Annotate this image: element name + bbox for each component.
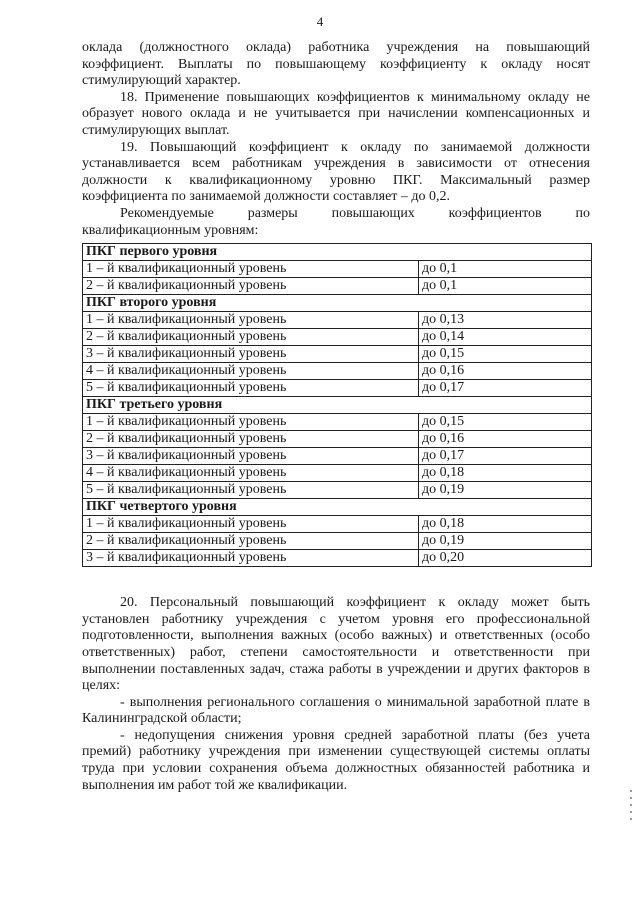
level-cell: 1 – й квалификационный уровень xyxy=(83,261,419,278)
list-item-salary-protection: - недопущения снижения уровня средней заработной платы (без учета премий) работнику учреждения при изменении существующей системы оплаты труда при условии сохранения объема должностных обязанностей работника и выполнения им работ той же квалификации. xyxy=(82,727,590,793)
paragraph-20: 20. Персональный повышающий коэффициент к окладу может быть установлен работнику учреждения с учетом уровня его профессиональной подготовленности, выполнения важных (особо важных) и ответственных (особо ответственных) работ, степени самостоятельности и ответственности при выполнении поставленных задач, стажа работы в учреждении и других факторов в целях: xyxy=(82,595,590,694)
table-row xyxy=(83,431,592,448)
table-row xyxy=(83,516,592,533)
value-cell: до 0,19 xyxy=(419,533,592,550)
value-cell: до 0,17 xyxy=(419,448,592,465)
level-cell: 4 – й квалификационный уровень xyxy=(83,363,419,380)
table-row xyxy=(83,329,592,346)
paragraph-continuation: оклада (должностного оклада) работника учреждения на повышающий коэффициент. Выплаты по повышающему коэффициенту к окладу носят стимулирующий характер. xyxy=(82,40,590,89)
paragraph-18: 18. Применение повышающих коэффициентов к минимальному окладу не образует нового оклада и не учитывается при начислении компенсационных и стимулирующих выплат. xyxy=(82,89,590,138)
value-cell: до 0,16 xyxy=(419,431,592,448)
table-row xyxy=(83,312,592,329)
table-group-header xyxy=(83,244,592,261)
value-cell: до 0,16 xyxy=(419,363,592,380)
level-cell: 5 – й квалификационный уровень xyxy=(83,380,419,397)
table-row xyxy=(83,380,592,397)
value-cell: до 0,14 xyxy=(419,329,592,346)
value-cell: до 0,18 xyxy=(419,465,592,482)
level-cell: 2 – й квалификационный уровень xyxy=(83,278,419,295)
table-row xyxy=(83,261,592,278)
value-cell: до 0,19 xyxy=(419,482,592,499)
table-group-header xyxy=(83,397,592,414)
level-cell: 2 – й квалификационный уровень xyxy=(83,431,419,448)
page-number: 4 xyxy=(316,14,324,29)
table-row xyxy=(83,465,592,482)
table-row xyxy=(83,482,592,499)
coefficient-table xyxy=(82,243,592,567)
group-title: ПКГ первого уровня xyxy=(83,244,592,261)
level-cell: 3 – й квалификационный уровень xyxy=(83,346,419,363)
table-row xyxy=(83,550,592,567)
table-group-header xyxy=(83,499,592,516)
level-cell: 4 – й квалификационный уровень xyxy=(83,465,419,482)
table-row xyxy=(83,346,592,363)
level-cell: 3 – й квалификационный уровень xyxy=(83,550,419,567)
value-cell: до 0,15 xyxy=(419,414,592,431)
page-content xyxy=(82,40,590,794)
value-cell: до 0,17 xyxy=(419,380,592,397)
value-cell: до 0,15 xyxy=(419,346,592,363)
value-cell: до 0,18 xyxy=(419,516,592,533)
value-cell: до 0,1 xyxy=(419,278,592,295)
table-row xyxy=(83,278,592,295)
level-cell: 1 – й квалификационный уровень xyxy=(83,312,419,329)
list-item-regional-agreement: - выполнения регионального соглашения о минимальной заработной плате в Калининградской области; xyxy=(82,694,590,727)
level-cell: 2 – й квалификационный уровень xyxy=(83,533,419,550)
value-cell: до 0,1 xyxy=(419,261,592,278)
value-cell: до 0,13 xyxy=(419,312,592,329)
level-cell: 1 – й квалификационный уровень xyxy=(83,414,419,431)
group-title: ПКГ второго уровня xyxy=(83,295,592,312)
table-row xyxy=(83,533,592,550)
level-cell: 5 – й квалификационный уровень xyxy=(83,482,419,499)
level-cell: 2 – й квалификационный уровень xyxy=(83,329,419,346)
group-title: ПКГ четвертого уровня xyxy=(83,499,592,516)
scan-margin-marks xyxy=(630,790,634,826)
table-row xyxy=(83,448,592,465)
level-cell: 3 – й квалификационный уровень xyxy=(83,448,419,465)
paragraph-table-intro: Рекомендуемые размеры повышающих коэффициентов по квалификационным уровням: xyxy=(82,205,590,238)
value-cell: до 0,20 xyxy=(419,550,592,567)
table-row xyxy=(83,414,592,431)
table-row xyxy=(83,363,592,380)
group-title: ПКГ третьего уровня xyxy=(83,397,592,414)
table-group-header xyxy=(83,295,592,312)
level-cell: 1 – й квалификационный уровень xyxy=(83,516,419,533)
paragraph-19: 19. Повышающий коэффициент к окладу по занимаемой должности устанавливается всем работникам учреждения в зависимости от отнесения должности к квалификационному уровню ПКГ. Максимальный размер коэффициента по занимаемой должности составляет – до 0,2. xyxy=(82,139,590,205)
